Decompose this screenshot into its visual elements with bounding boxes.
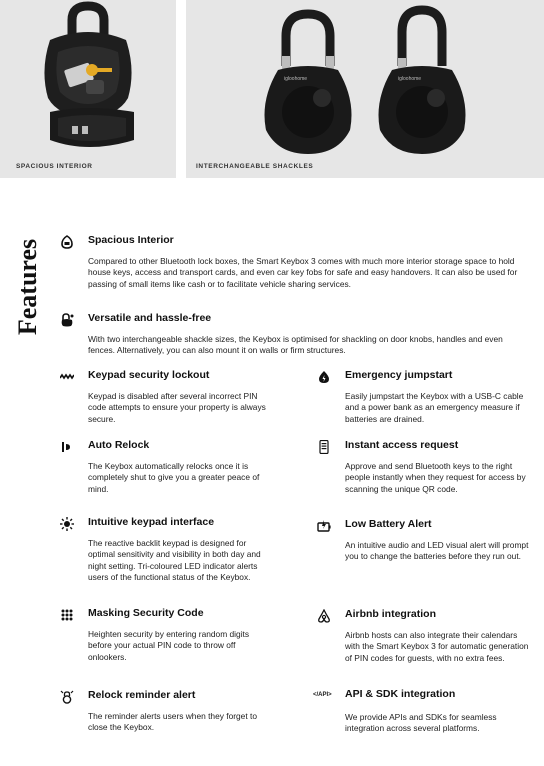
- shackle-icon: [60, 313, 74, 327]
- feature-description: Compared to other Bluetooth lock boxes, the Smart Keybox 3 comes with much more interior storage space to hold house keys, access and transport cards, and even car key fobs for safe and easy handovers. It can also be used for passing of small items like cash or to facilitate vehicle sharing services.: [88, 256, 518, 289]
- open-keybox-illustration: [0, 0, 176, 160]
- feature-title: Relock reminder alert: [88, 689, 196, 701]
- keybox-short-shackle: [265, 14, 352, 154]
- feature-description: Easily jumpstart the Keybox with a USB-C cable and a power bank as an emergency measure if batteries are drained.: [345, 391, 524, 424]
- image-caption-spacious: SPACIOUS INTERIOR: [16, 163, 93, 170]
- feature-description: The Keybox automatically relocks once it is completely shut to give you a greater peace of mind.: [88, 461, 260, 494]
- feature-title: Airbnb integration: [345, 608, 436, 620]
- zigzag-icon: [60, 370, 74, 384]
- feature-title: Intuitive keypad interface: [88, 516, 215, 528]
- relock-icon: [60, 440, 74, 454]
- feature-title: Emergency jumpstart: [345, 369, 453, 381]
- alarm-lock-icon: [60, 690, 74, 704]
- brand-mark-left: igloohome: [284, 76, 308, 82]
- feature-description: We provide APIs and SDKs for seamless integration across several platforms.: [345, 712, 497, 734]
- section-title: Features: [13, 238, 42, 336]
- airbnb-icon: [317, 609, 331, 623]
- feature-description: With two interchangeable shackle sizes, the Keybox is optimised for shackling on door knobs, handles and even fences. Alternatively, you can also mount it on walls or firm structures.: [88, 334, 503, 356]
- feature-title: Keypad security lockout: [88, 369, 210, 381]
- interchangeable-shackles-image: [186, 0, 544, 178]
- power-drop-icon: [317, 370, 331, 384]
- keypad-grid-icon: [60, 608, 74, 622]
- feature-title: Low Battery Alert: [345, 518, 432, 530]
- egg-icon: [60, 235, 74, 249]
- feature-title: Spacious Interior: [88, 234, 174, 246]
- image-caption-shackles: INTERCHANGEABLE SHACKLES: [196, 163, 314, 170]
- feature-description: The reactive backlit keypad is designed for optimal sensitivity and visibility in both day and night setting. Tri-coloured LED indicator alerts users of the functional status of the Keybox.: [88, 538, 261, 583]
- phone-icon: [317, 440, 331, 454]
- feature-title: Instant access request: [345, 439, 459, 451]
- keybox-tall-shackle: [379, 10, 466, 154]
- feature-description: Heighten security by entering random digits before your actual PIN code to throw off onlookers.: [88, 629, 250, 662]
- feature-description: An intuitive audio and LED visual alert will prompt you to change the batteries before they run out.: [345, 540, 529, 562]
- brand-mark-right: igloohome: [398, 76, 422, 82]
- feature-title: Auto Relock: [88, 439, 150, 451]
- two-keyboxes-illustration: [186, 0, 544, 160]
- feature-description: Approve and send Bluetooth keys to the right people instantly when they request for access by scanning the unique QR code.: [345, 461, 526, 494]
- feature-description: Keypad is disabled after several incorrect PIN code attempts to ensure your property is always secure.: [88, 391, 266, 424]
- feature-description: Airbnb hosts can also integrate their calendars with the Smart Keybox 3 for automatic generation of PIN codes for guests, with no extra fees.: [345, 630, 529, 663]
- api-icon: </API>: [313, 692, 332, 698]
- feature-title: Versatile and hassle-free: [88, 312, 212, 324]
- feature-title: API & SDK integration: [345, 688, 456, 700]
- feature-description: The reminder alerts users when they forget to close the Keybox.: [88, 711, 257, 733]
- sun-icon: [60, 517, 74, 531]
- spacious-interior-image: [0, 0, 176, 178]
- battery-icon: [317, 519, 331, 533]
- feature-title: Masking Security Code: [88, 607, 204, 619]
